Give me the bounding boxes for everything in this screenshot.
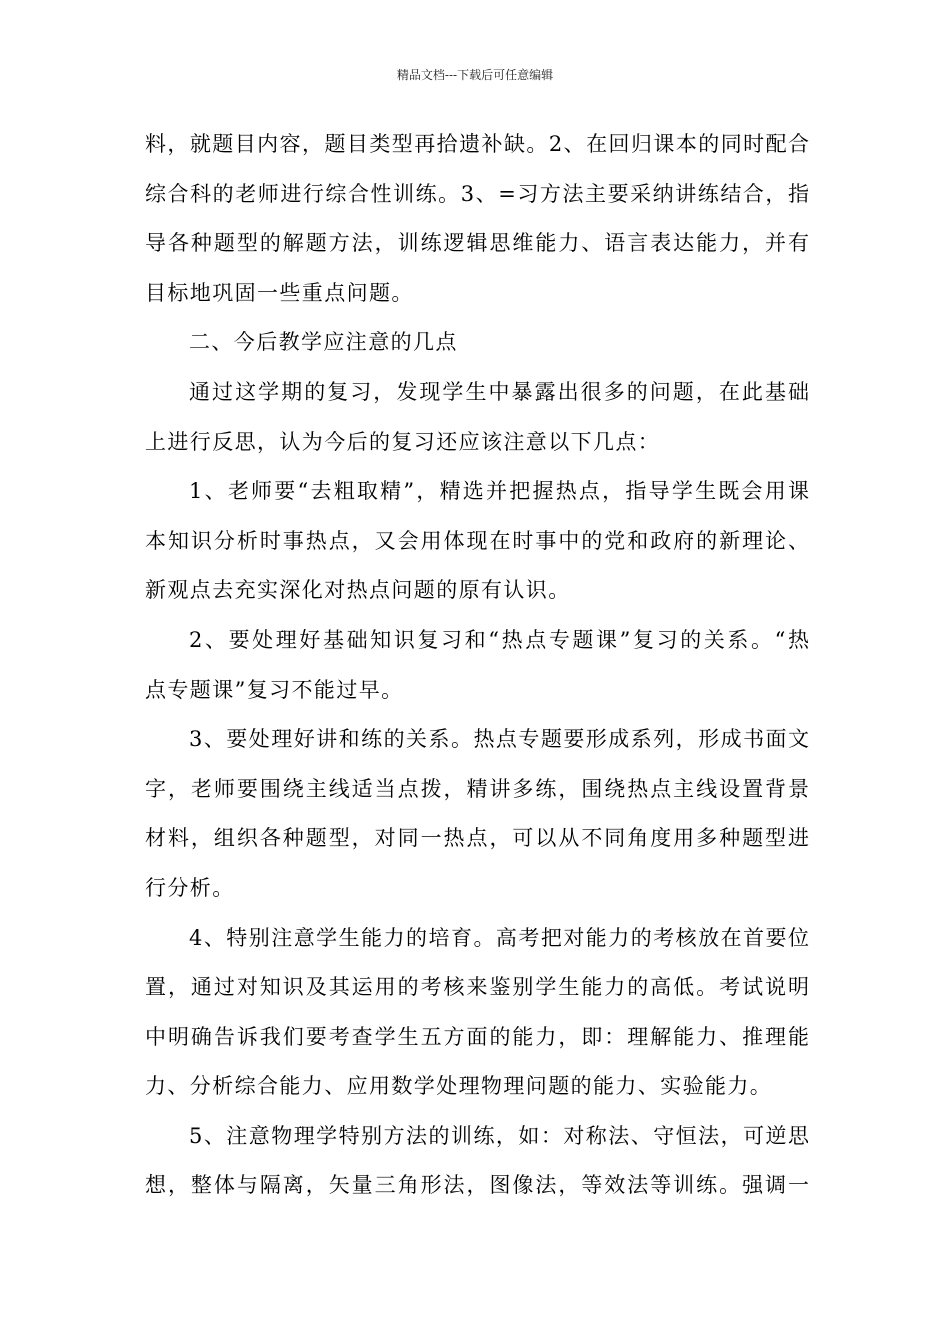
text-line: 2、要处理好基础知识复习和“热点专题课”复习的关系。“热 [189, 627, 809, 652]
text-line: 1、老师要“去粗取精”，精选并把握热点，指导学生既会用课 [189, 479, 809, 504]
text-line: 想，整体与隔离，矢量三角形法，图像法，等效法等训练。强调一 [145, 1173, 809, 1198]
text-line: 力、分析综合能力、应用数学处理物理问题的能力、实验能力。 [145, 1074, 773, 1099]
section-heading: 二、今后教学应注意的几点 [189, 330, 458, 355]
text-line: 材料，组织各种题型，对同一热点，可以从不同角度用多种题型进 [145, 826, 809, 851]
text-line: 导各种题型的解题方法，训练逻辑思维能力、语言表达能力，并有 [145, 231, 809, 256]
text-line: 通过这学期的复习，发现学生中暴露出很多的问题，在此基础 [189, 379, 809, 404]
text-line: 中明确告诉我们要考查学生五方面的能力，即：理解能力、推理能 [145, 1024, 809, 1049]
text-line: 料，就题目内容，题目类型再拾遗补缺。2、在回归课本的同时配合 [145, 132, 809, 156]
text-line: 新观点去充实深化对热点问题的原有认识。 [145, 578, 571, 603]
text-line: 5、注意物理学特别方法的训练，如：对称法、守恒法，可逆思 [189, 1123, 809, 1148]
text-line: 4、特别注意学生能力的培育。高考把对能力的考核放在首要位 [189, 925, 809, 950]
text-line: 置，通过对知识及其运用的考核来鉴别学生能力的高低。考试说明 [145, 975, 809, 1000]
text-line: 目标地巩固一些重点问题。 [145, 280, 414, 305]
text-line: 上进行反思，认为今后的复习还应该注意以下几点： [145, 429, 661, 454]
text-line: 综合科的老师进行综合性训练。3、=习方法主要采纳讲练结合，指 [145, 181, 809, 206]
text-line: 本知识分析时事热点，又会用体现在时事中的党和政府的新理论、 [145, 528, 809, 553]
page-header: 精品文档---下载后可任意编辑 [396, 68, 554, 82]
text-line: 点专题课”复习不能过早。 [145, 677, 404, 702]
document-body [145, 132, 809, 1223]
text-line: 行分析。 [145, 875, 235, 900]
text-line: 字，老师要围绕主线适当点拨，精讲多练，围绕热点主线设置背景 [145, 776, 809, 801]
text-line: 3、要处理好讲和练的关系。热点专题要形成系列，形成书面文 [189, 727, 809, 752]
